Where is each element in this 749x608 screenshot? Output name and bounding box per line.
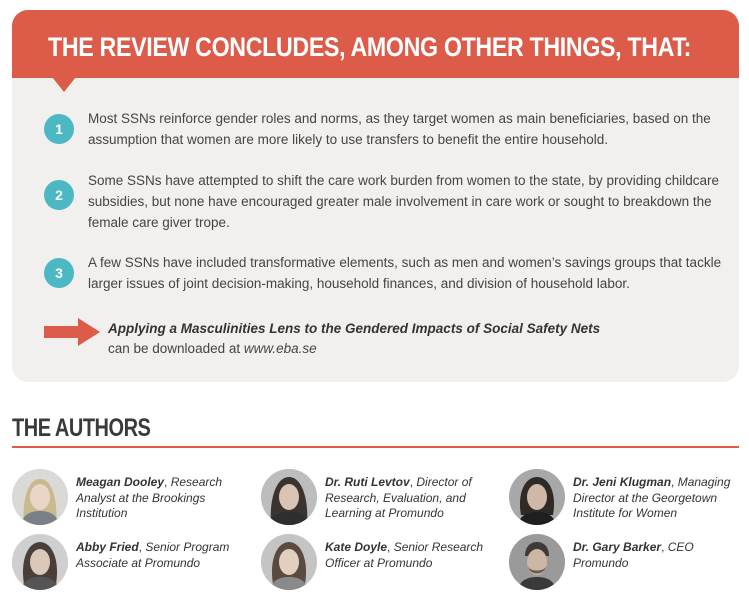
author-name: Dr. Ruti Levtov bbox=[325, 475, 410, 489]
author-card bbox=[12, 534, 252, 592]
author-info: Dr. Gary Barker, CEO Promundo bbox=[573, 540, 694, 570]
author-role: Senior Research Officer at Promundo bbox=[325, 540, 484, 570]
author-card bbox=[12, 469, 252, 527]
author-role: CEO Promundo bbox=[573, 540, 694, 570]
avatar bbox=[261, 534, 317, 590]
avatar bbox=[12, 534, 68, 590]
download-url[interactable]: www.eba.se bbox=[243, 341, 317, 356]
author-info: Meagan Dooley, Research Analyst at the Brookings Institution bbox=[76, 475, 223, 520]
author-name: Abby Fried bbox=[76, 540, 139, 554]
avatar bbox=[261, 469, 317, 525]
author-role: Senior Program Associate at Promundo bbox=[76, 540, 230, 570]
download-note bbox=[108, 341, 317, 356]
review-title: THE REVIEW CONCLUDES, AMONG OTHER THINGS, THAT: bbox=[48, 32, 692, 62]
author-role: Director of Research, Evaluation, and Learning at Promundo bbox=[325, 475, 472, 520]
author-info: Abby Fried, Senior Program Associate at Promundo bbox=[76, 540, 230, 570]
author-card bbox=[509, 534, 749, 592]
arrow-right-icon bbox=[44, 318, 100, 346]
finding-text: Most SSNs reinforce gender roles and norms, as they target women as main beneficiaries, based on the assumption that women are more likely to use transfers to benefit the entire household. bbox=[88, 111, 711, 147]
number-badge: 3 bbox=[44, 258, 74, 288]
download-prefix: can be downloaded at bbox=[108, 341, 244, 356]
number-badge: 1 bbox=[44, 114, 74, 144]
author-card bbox=[509, 469, 749, 527]
author-role: Managing Director at the Georgetown Institute for Women bbox=[573, 475, 731, 520]
avatar bbox=[509, 534, 565, 590]
banner-pointer bbox=[52, 77, 76, 92]
author-name: Dr. Jeni Klugman bbox=[573, 475, 672, 489]
publication-link[interactable]: Applying a Masculinities Lens to the Gendered Impacts of Social Safety Nets bbox=[108, 321, 601, 336]
review-banner bbox=[12, 10, 739, 78]
author-name: Kate Doyle bbox=[325, 540, 388, 554]
author-card bbox=[261, 534, 501, 592]
avatar bbox=[509, 469, 565, 525]
avatar bbox=[12, 469, 68, 525]
author-info: Dr. Ruti Levtov, Director of Research, Evaluation, and Learning at Promundo bbox=[325, 475, 472, 520]
authors-divider bbox=[12, 446, 739, 448]
finding-text: A few SSNs have included transformative elements, such as men and women’s savings groups that tackle larger issues of joint decision-making, household finances, and division of household labor. bbox=[88, 255, 722, 291]
authors-heading: THE AUTHORS bbox=[12, 414, 151, 442]
author-info: Dr. Jeni Klugman, Managing Director at the Georgetown Institute for Women bbox=[573, 475, 731, 520]
number-badge: 2 bbox=[44, 180, 74, 210]
author-card bbox=[261, 469, 501, 527]
author-info: Kate Doyle, Senior Research Officer at Promundo bbox=[325, 540, 484, 570]
author-name: Dr. Gary Barker bbox=[573, 540, 662, 554]
finding-text: Some SSNs have attempted to shift the care work burden from women to the state, by providing childcare subsidies, but none have encouraged greater male involvement in care work or sought to breakdown the female care giver trope. bbox=[88, 173, 720, 230]
author-name: Meagan Dooley bbox=[76, 475, 165, 489]
author-role: Research Analyst at the Brookings Institution bbox=[76, 475, 223, 520]
review-card bbox=[12, 10, 739, 382]
